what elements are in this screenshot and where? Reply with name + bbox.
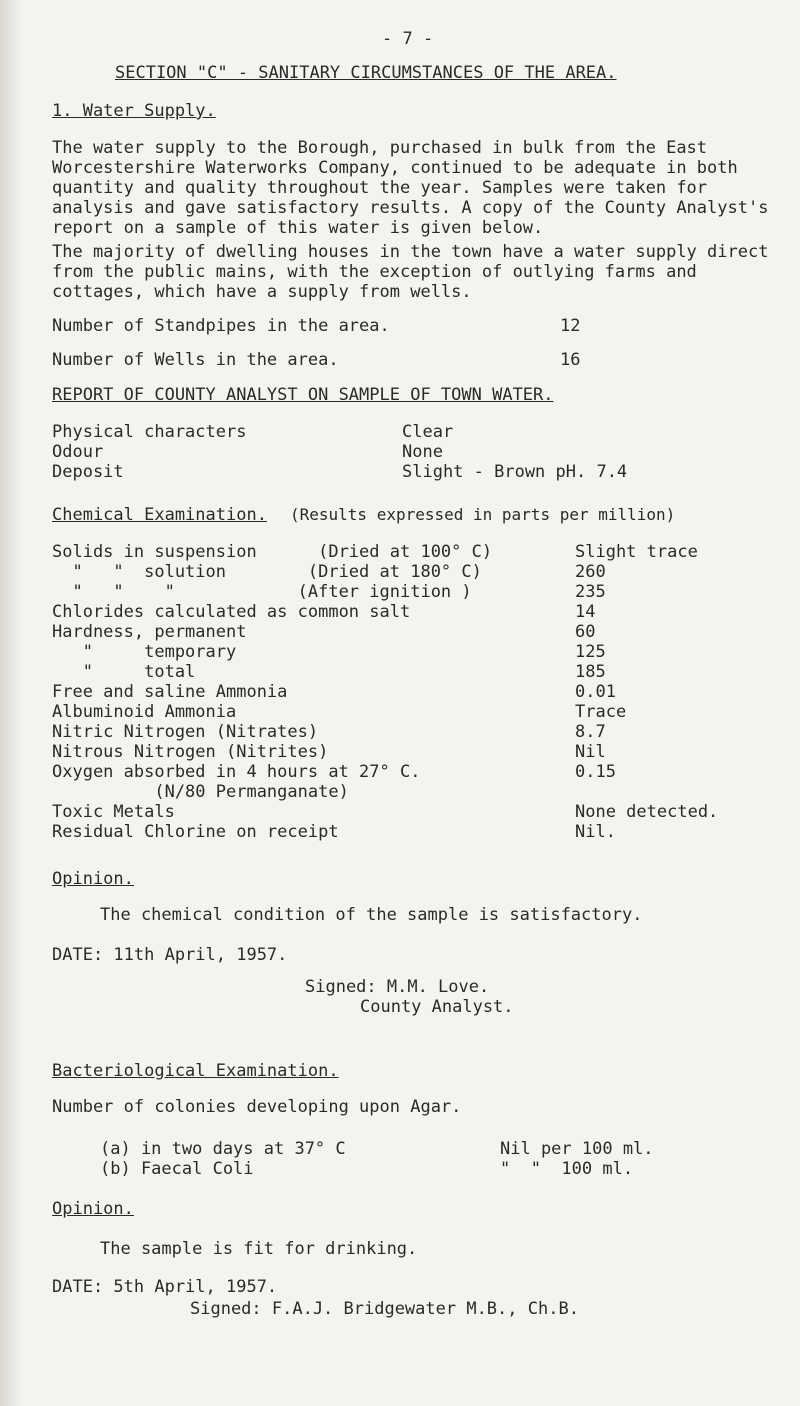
chemical-value-14: Nil. bbox=[575, 822, 616, 842]
chemical-label-13: Toxic Metals bbox=[52, 802, 175, 822]
water-supply-heading: 1. Water Supply. bbox=[52, 101, 216, 121]
chemical-label-1: " " solution (Dried at 180° C) bbox=[52, 562, 482, 582]
bacteriological-label-1: (b) Faecal Coli bbox=[100, 1159, 254, 1179]
physical-label-1: Odour bbox=[52, 442, 104, 462]
water-supply-paragraph-2: The majority of dwelling houses in the town have a water supply direct from the public mains, with the exception of outlying farms and cottages, which have a supply from wells. bbox=[52, 242, 769, 302]
bacteriological-opinion-text: The sample is fit for drinking. bbox=[100, 1239, 418, 1259]
chemical-report-date: DATE: 11th April, 1957. bbox=[52, 945, 288, 965]
chemical-opinion-heading: Opinion. bbox=[52, 869, 134, 889]
physical-value-1: None bbox=[402, 442, 443, 462]
chemical-value-2: 235 bbox=[575, 582, 606, 602]
bacteriological-value-0: Nil per 100 ml. bbox=[500, 1139, 654, 1159]
section-heading: SECTION "C" - SANITARY CIRCUMSTANCES OF THE AREA. bbox=[115, 63, 617, 83]
chemical-value-3: 14 bbox=[575, 602, 596, 622]
chemical-label-0: Solids in suspension (Dried at 100° C) bbox=[52, 542, 493, 562]
standpipes-value: 12 bbox=[560, 316, 581, 336]
page-number: - 7 - bbox=[382, 29, 434, 49]
chemical-label-14: Residual Chlorine on receipt bbox=[52, 822, 339, 842]
chemical-opinion-text: The chemical condition of the sample is satisfactory. bbox=[100, 905, 643, 925]
bacteriological-opinion-heading: Opinion. bbox=[52, 1199, 134, 1219]
physical-value-0: Clear bbox=[402, 422, 454, 442]
chemical-label-4: Hardness, permanent bbox=[52, 622, 247, 642]
chemical-report-signed: Signed: M.M. Love. bbox=[305, 977, 490, 997]
bacteriological-value-1: " " 100 ml. bbox=[500, 1159, 634, 1179]
chemical-value-10: Nil bbox=[575, 742, 606, 762]
chemical-label-11: Oxygen absorbed in 4 hours at 27° C. bbox=[52, 762, 421, 782]
bacteriological-signed: Signed: F.A.J. Bridgewater M.B., Ch.B. bbox=[190, 1299, 579, 1319]
chemical-label-2: " " " (After ignition ) bbox=[52, 582, 472, 602]
chemical-heading: Chemical Examination. bbox=[52, 505, 267, 525]
chemical-label-8: Albuminoid Ammonia bbox=[52, 702, 237, 722]
chemical-value-1: 260 bbox=[575, 562, 606, 582]
chemical-note: (Results expressed in parts per million) bbox=[290, 505, 676, 524]
chemical-label-7: Free and saline Ammonia bbox=[52, 682, 288, 702]
chemical-label-9: Nitric Nitrogen (Nitrates) bbox=[52, 722, 319, 742]
water-supply-paragraph-1: The water supply to the Borough, purchased in bulk from the East Worcestershire Waterworks Company, continued to be adequate in both quantity and quality throughout the year. Samples were taken for analysis and gave satisfactory results. A copy of the County Analyst's report on a sample of this water is given below. bbox=[52, 138, 769, 238]
standpipes-label: Number of Standpipes in the area. bbox=[52, 316, 390, 336]
physical-label-2: Deposit bbox=[52, 462, 124, 482]
chemical-value-13: None detected. bbox=[575, 802, 719, 822]
chemical-value-5: 125 bbox=[575, 642, 606, 662]
bacteriological-label-0: (a) in two days at 37° C bbox=[100, 1139, 346, 1159]
chemical-label-5: " temporary bbox=[52, 642, 237, 662]
chemical-value-9: 8.7 bbox=[575, 722, 606, 742]
chemical-value-0: Slight trace bbox=[575, 542, 698, 562]
chemical-label-12: (N/80 Permanganate) bbox=[52, 782, 349, 802]
chemical-label-10: Nitrous Nitrogen (Nitrites) bbox=[52, 742, 329, 762]
chemical-value-6: 185 bbox=[575, 662, 606, 682]
bacteriological-date: DATE: 5th April, 1957. bbox=[52, 1277, 278, 1297]
wells-value: 16 bbox=[560, 350, 581, 370]
chemical-value-4: 60 bbox=[575, 622, 596, 642]
bacteriological-intro: Number of colonies developing upon Agar. bbox=[52, 1097, 462, 1117]
chemical-label-3: Chlorides calculated as common salt bbox=[52, 602, 411, 622]
chemical-value-11: 0.15 bbox=[575, 762, 616, 782]
physical-label-0: Physical characters bbox=[52, 422, 247, 442]
bacteriological-heading: Bacteriological Examination. bbox=[52, 1061, 339, 1081]
page-binding-shadow bbox=[0, 0, 22, 1406]
chemical-report-signer-title: County Analyst. bbox=[360, 997, 514, 1017]
wells-label: Number of Wells in the area. bbox=[52, 350, 339, 370]
chemical-value-8: Trace bbox=[575, 702, 627, 722]
physical-value-2: Slight - Brown pH. 7.4 bbox=[402, 462, 628, 482]
chemical-value-7: 0.01 bbox=[575, 682, 616, 702]
chemical-label-6: " total bbox=[52, 662, 196, 682]
report-heading: REPORT OF COUNTY ANALYST ON SAMPLE OF TOWN WATER. bbox=[52, 385, 554, 405]
